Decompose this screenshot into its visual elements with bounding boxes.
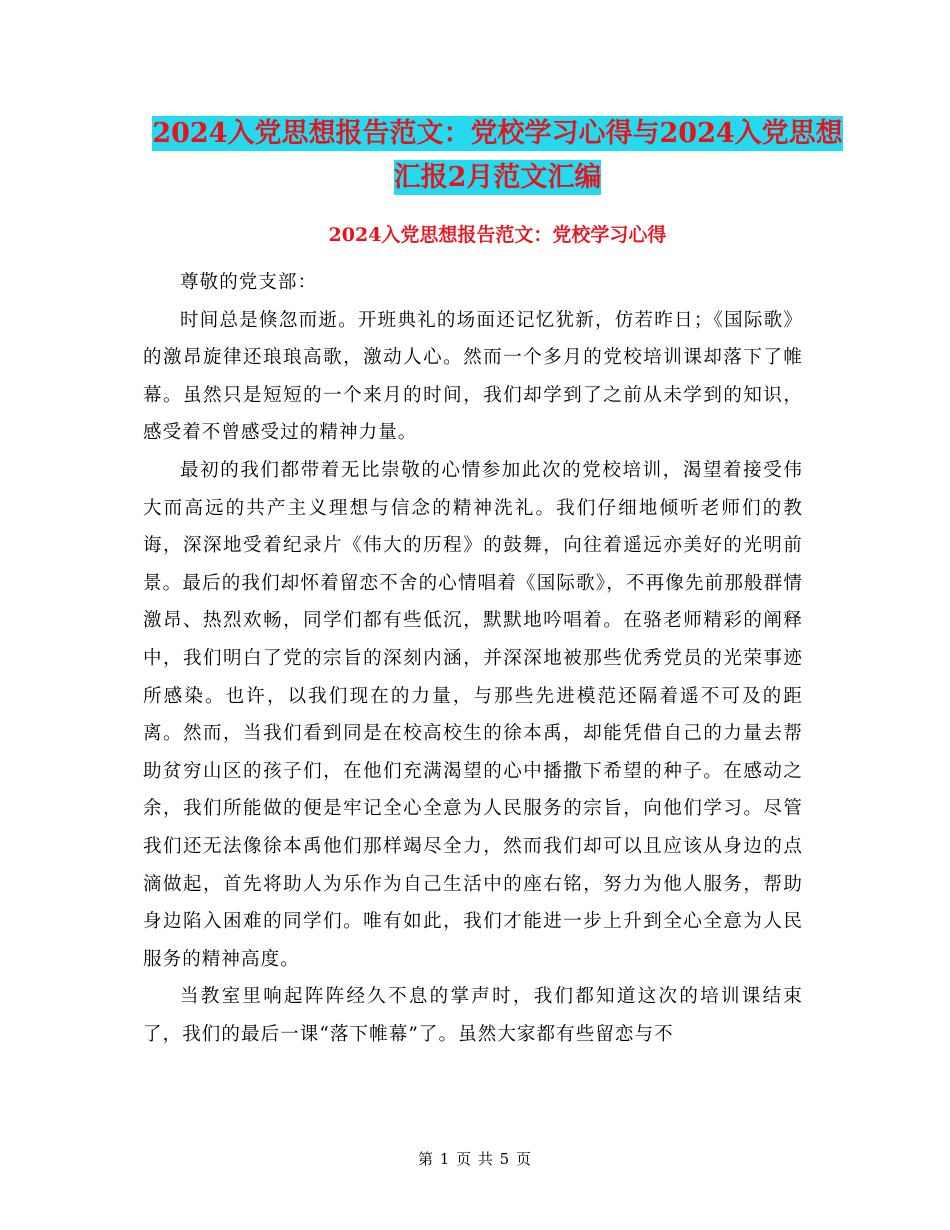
document-title <box>140 112 855 200</box>
document-body <box>143 264 803 1053</box>
paragraph-3: 当教室里响起阵阵经久不息的掌声时，我们都知道这次的培训课结束了，我们的最后一课“落下帷幕”了。虽然大家都有些留恋与不 <box>143 986 803 1045</box>
page-footer: 第 1 页 共 5 页 <box>418 1150 532 1168</box>
paragraph-1: 时间总是倏忽而逝。开班典礼的场面还记忆犹新，仿若昨日；《国际歌》的激昂旋律还琅琅高歌，激动人心。然而一个多月的党校培训课却落下了帷幕。虽然只是短短的一个来月的时间，我们却学到了之前从未学到的知识，感受着不曾感受过的精神力量。 <box>143 309 803 444</box>
paragraph-2: 最初的我们都带着无比崇敬的心情参加此次的党校培训，渴望着接受伟大而高远的共产主义理想与信念的精神洗礼。我们仔细地倾听老师们的教诲，深深地受着纪录片《伟大的历程》的鼓舞，向往着遥远亦美好的光明前景。最后的我们却怀着留恋不舍的心情唱着《国际歌》，不再像先前那般群情激昂、热烈欢畅，同学们都有些低沉，默默地吟唱着。在骆老师精彩的阐释中，我们明白了党的宗旨的深刻内涵，并深深地被那些优秀党员的光荣事迹所感染。也许，以我们现在的力量，与那些先进模范还隔着遥不可及的距离。然而，当我们看到同是在校高校生的徐本禹，却能凭借自己的力量去帮助贫穷山区的孩子们，在他们充满渴望的心中播撒下希望的种子。在感动之余，我们所能做的便是牢记全心全意为人民服务的宗旨，向他们学习。尽管我们还无法像徐本禹他们那样竭尽全力，然而我们却可以且应该从身边的点滴做起，首先将助人为乐作为自己生活中的座右铭，努力为他人服务，帮助身边陷入困难的同学们。唯有如此，我们才能进一步上升到全心全意为人民服务的精神高度。 <box>143 459 803 970</box>
section-title: 2024入党思想报告范文：党校学习心得 <box>328 224 667 246</box>
salutation: 尊敬的党支部： <box>180 272 318 293</box>
document-title-text: 2024入党思想报告范文：党校学习心得与2024入党思想汇报2月范文汇编 <box>152 118 843 193</box>
